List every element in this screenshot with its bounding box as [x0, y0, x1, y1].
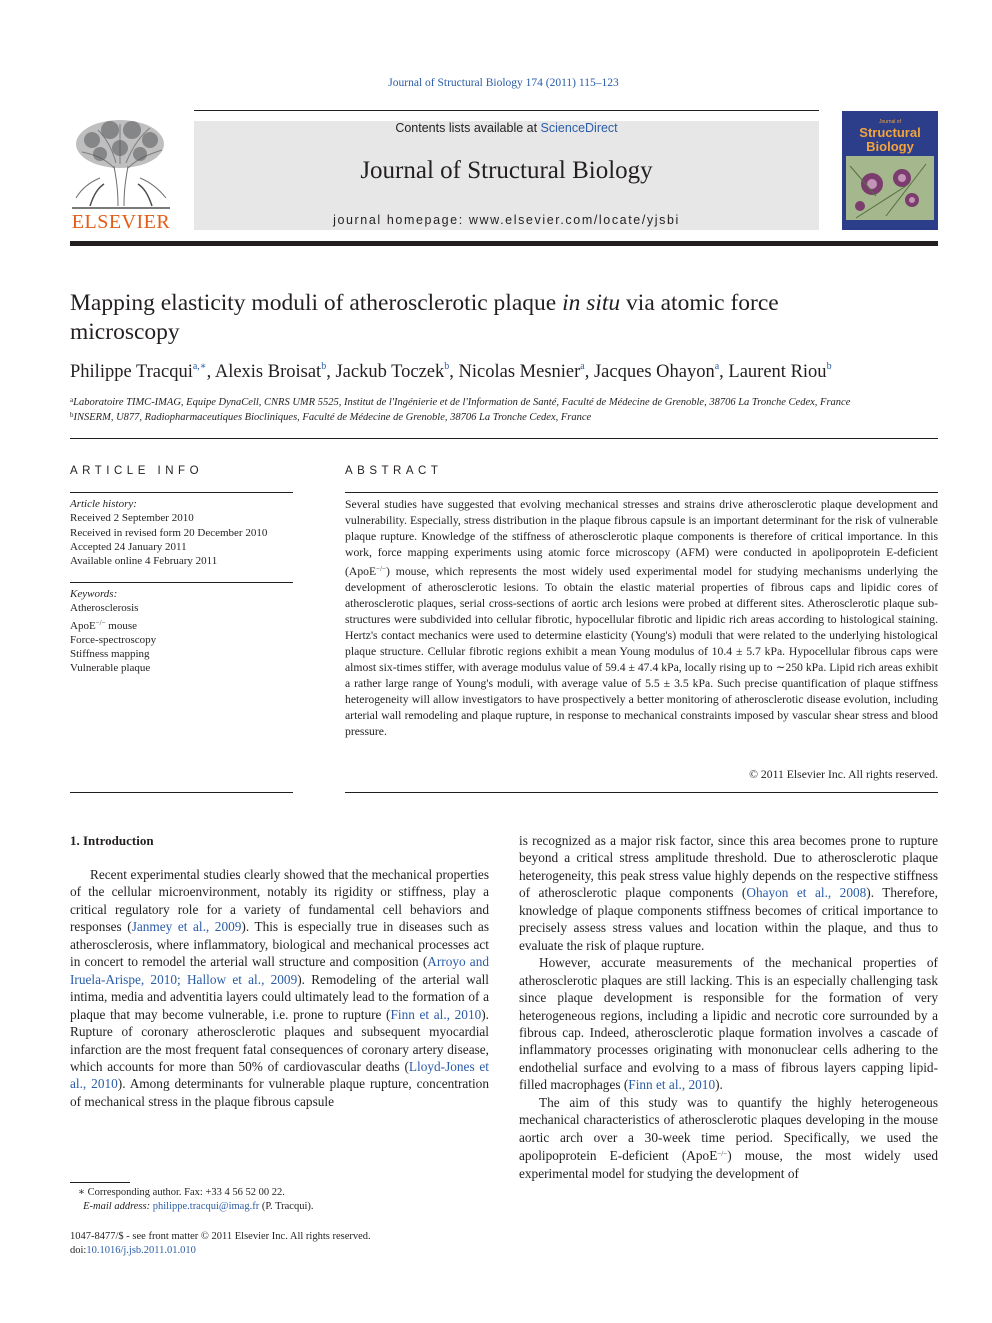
author-name[interactable]: Jackub Toczek [335, 362, 445, 382]
abstract-text-part: ) mouse, which represents the most widely used experimental model for studying mechanisms underlying the development of atherosclerotic lesions. To obtain the elastic material properties of fibrous caps and lipidic cores of atherosclerotic plaques, serial cross-sections of aortic arch lesions were probed at different sites. Atherosclerotic plaque sub-structures were subdivided into cellular fibrotic, hypocellular fibrotic and lipidic rich areas according to histological staining. Hertz's contact mechanics were used to determine elasticity (Young's) moduli that were related to the underlying histological plaque structure. Cellular fibrotic regions exhibit a mean Young modulus of 10.4 ± 5.7 kPa. Hypocellular fibrous caps were almost six-times stiffer, with average modulus value of 59.4 ± 47.4 kPa, locally rising up to ∼250 kPa. Lipid rich areas exhibit a rather large range of Young's moduli, with average value of 5.5 ± 3.5 kPa. Such precise quantification of plaque stiffness heterogeneity will allow investigators to have prospectively a better monitoring of atherosclerotic disease evolution, including arterial wall remodeling and plaque rupture, in response to mechanical constraints imposed by vascular shear stress and blood pressure. [345, 565, 938, 738]
sciencedirect-link[interactable]: ScienceDirect [540, 121, 618, 135]
header-rule-bottom [70, 241, 938, 246]
abstract-caption: ABSTRACT [345, 465, 443, 477]
author-name[interactable]: Laurent Riou [728, 362, 827, 382]
homepage-url-link[interactable]: www.elsevier.com/locate/yjsbi [468, 213, 680, 227]
header-rule-top [194, 110, 819, 111]
doi-label: doi: [70, 1245, 87, 1256]
keyword-item: Vulnerable plaque [70, 662, 151, 675]
body-column-right [519, 832, 938, 1182]
author-affiliation-mark[interactable]: a [580, 361, 585, 372]
author-affiliation-mark[interactable]: b [444, 361, 450, 372]
author-name[interactable]: Alexis Broisat [214, 362, 322, 382]
footnote-text: Corresponding author. Fax: +33 4 56 52 00 22. [85, 1187, 285, 1198]
reference-link[interactable]: Janmey et al., 2009 [131, 919, 242, 935]
abstract-text-part: Several studies have suggested that evolving mechanical stresses and strains drive atherosclerotic plaque development and vulnerability. Especially, stress distribution in the plaque fibrous capsule is an important determinant for the risk of vulnerable plaque rupture. Knowledge of the stiffness of atherosclerotic plaque components is therefore of critical importance. In this work, force mapping experiments using atomic force microscopy (AFM) were conducted in apolipoprotein E-deficient (ApoE [345, 498, 938, 578]
abstract-text [345, 497, 938, 740]
elsevier-wordmark: ELSEVIER [71, 211, 171, 233]
homepage-prefix: journal homepage: [333, 213, 469, 227]
article-info-rule [70, 492, 293, 493]
affiliation-a-mark: a [70, 396, 74, 404]
affiliation-b-mark: b [70, 411, 74, 419]
body-text: ). This is especially true in diseases such as atherosclerosis, where inflammatory, biological and mechanical processes act in concert to remodel the arterial wall structure and composition ( [70, 919, 489, 970]
abstract-superscript: −/− [376, 565, 387, 573]
reference-link[interactable]: Lloyd-Jones et al., 2010 [70, 1058, 489, 1092]
article-info-caption: ARTICLE INFO [70, 465, 204, 477]
author-affiliation-mark[interactable]: a [714, 361, 720, 372]
email-link[interactable]: philippe.tracqui@imag.fr [152, 1201, 260, 1212]
keyword-base: ApoE [70, 619, 96, 632]
article-info-rule [70, 582, 293, 583]
reference-link[interactable]: Finn et al., 2010 [628, 1077, 716, 1093]
title-part2: via atomic force microscopy [70, 290, 779, 345]
reference-link[interactable]: Ohayon et al., 2008 [746, 885, 867, 901]
abstract-copyright: © 2011 Elsevier Inc. All rights reserved. [749, 768, 938, 781]
doi-line [70, 1245, 490, 1256]
email-label: E-mail address: [83, 1201, 151, 1212]
corresponding-author-footnote [70, 1186, 490, 1198]
reference-link[interactable]: Finn et al., 2010 [390, 1006, 482, 1022]
article-info-rule [70, 792, 293, 793]
title-italic: in situ [562, 290, 621, 316]
email-footnote [70, 1201, 490, 1212]
history-item: Received in revised form 20 December 2010 [70, 526, 268, 539]
body-text: ). Among determinants for vulnerable plaque rupture, concentration of mechanical stress in the plaque fibrous capsule [70, 1076, 489, 1109]
body-text: The aim of this study was to quantify the highly heterogeneous mechanical characteristics of atherosclerotic plaques developing in the mouse aortic arch over a 30-week time period. Specifically, we used the apolipoprotein E-deficient (ApoE [519, 1094, 938, 1164]
body-paragraph [519, 832, 938, 954]
body-paragraph [70, 866, 489, 1110]
affiliation-a-text: Laboratoire TIMC-IMAG, Equipe DynaCell, CNRS UMR 5525, Institut de l'Ingénierie et de l'Information de Santé, Faculté de Médecine de Grenoble, 38706 La Tronche Cedex, France [73, 397, 851, 408]
journal-title: Journal of Structural Biology [360, 157, 653, 184]
email-suffix: (P. Tracqui). [259, 1201, 314, 1212]
section-heading-introduction: 1. Introduction [70, 833, 154, 848]
keyword-item: Atherosclerosis [70, 602, 139, 615]
cover-small-title: Journal of [879, 119, 901, 125]
author-name[interactable]: Jacques Ohayon [593, 362, 715, 382]
affiliation-b-text: INSERM, U877, Radiopharmaceutiques Biocliniques, Faculté de Médecine de Grenoble, 38706 La Tronche Cedex, France [73, 412, 592, 423]
body-text: ). Rupture of coronary atherosclerotic plaques and subsequent myocardial infarction are the most frequent fatal consequences of coronary artery disease, which accounts for more than 50% of cardiovascular deaths ( [70, 1006, 490, 1074]
body-text: Recent experimental studies clearly showed that the mechanical properties of the cellular microenvironment, notably its rigidity or stiffness, play a critical regulatory role for a variety of fundamental cell behaviors and responses ( [70, 867, 489, 935]
body-text: ). Remodeling of the arterial wall intima, media and adventitia layers could ultimately lead to the formation of a plaque that may become vulnerable, i.e. prone to rupture ( [70, 971, 489, 1022]
author-separator: , [449, 362, 459, 382]
body-text: ). [715, 1077, 723, 1093]
footnote-rule [70, 1182, 130, 1183]
body-column-left [70, 866, 489, 1110]
body-text: is recognized as a major risk factor, since this area becomes prone to rupture beyond a critical stress amplitude threshold. Due to atherosclerotic plaque heterogeneity, this peak stress value highly depends on the respective stiffness of atherosclerotic plaque components ( [519, 833, 938, 901]
abstract-rule [345, 792, 938, 793]
cover-title-line2: Biology [866, 139, 914, 154]
author-list [70, 361, 940, 383]
affiliation-b [70, 411, 940, 423]
contents-prefix: Contents lists available at [395, 121, 541, 135]
journal-citation-link[interactable]: Journal of Structural Biology 174 (2011) 115–123 [388, 77, 619, 89]
reference-link[interactable]: Arroyo and Iruela-Arispe, 2010; Hallow et al., 2009 [70, 954, 489, 987]
history-item: Available online 4 February 2011 [70, 555, 218, 568]
journal-homepage [194, 213, 819, 227]
article-history [70, 497, 293, 568]
title-block-rule [70, 438, 938, 439]
body-paragraph [519, 1094, 938, 1182]
contents-availability [194, 121, 819, 135]
doi-link[interactable]: 10.1016/j.jsb.2011.01.010 [86, 1245, 196, 1256]
author-affiliation-mark[interactable]: b [321, 361, 327, 372]
history-item: Received 2 September 2010 [70, 512, 194, 525]
author-affiliation-mark[interactable]: b [826, 361, 832, 372]
keyword-item [70, 616, 293, 633]
author-affiliation-mark[interactable]: a,∗ [192, 361, 207, 372]
journal-cover-thumbnail[interactable] [842, 111, 938, 230]
author-separator: , [206, 362, 215, 382]
abstract-rule [345, 492, 938, 493]
elsevier-logo [70, 118, 172, 234]
body-text: ) mouse, the most widely used experimental model for studying the development of [519, 1148, 938, 1181]
keyword-item: Force-spectroscopy [70, 633, 157, 646]
cover-title-line1: Structural [859, 125, 921, 140]
title-part1: Mapping elasticity moduli of atherosclerotic plaque [70, 290, 563, 316]
body-superscript: −/− [717, 1150, 728, 1159]
keyword-rest: mouse [105, 619, 137, 632]
history-item: Accepted 24 January 2011 [70, 540, 187, 553]
keyword-superscript: −/− [95, 618, 106, 627]
author-name[interactable]: Nicolas Mesnier [458, 362, 581, 382]
article-title [70, 289, 870, 347]
author-separator: , [584, 362, 594, 382]
cover-artwork-icon [846, 156, 934, 220]
body-text: However, accurate measurements of the mechanical properties of atherosclerotic plaques are still lacking. This is an especially challenging task since plaque development is responsible for the formation of very heterogeneous regions, including a lipidic and necrotic core surrounded by a fibrous cap. Indeed, atherosclerotic plaque formation involves a cascade of inflammatory processes originating with mononuclear cells adhering to the endothelial surface and evolving to a mass of fibrous layers capping lipid-filled macrophages ( [519, 955, 938, 1093]
body-paragraph [519, 954, 938, 1094]
cover-title [842, 126, 938, 154]
author-separator: , [719, 362, 729, 382]
body-text: ). Therefore, knowledge of plaque components stiffness becomes of critical importance to precisely assess stress values and location within the plaque, and thus to evaluate the risk of plaque rupture. [519, 885, 938, 953]
keywords [70, 587, 293, 676]
footnote-mark: ∗ [77, 1187, 86, 1198]
elsevier-tree-icon [70, 118, 172, 210]
author-separator: , [326, 362, 336, 382]
author-name[interactable]: Philippe Tracqui [70, 362, 193, 382]
affiliation-a [70, 396, 940, 408]
issn-line: 1047-8477/$ - see front matter © 2011 Elsevier Inc. All rights reserved. [70, 1231, 371, 1242]
keyword-item: Stiffness mapping [70, 648, 150, 661]
keywords-label: Keywords: [70, 588, 118, 600]
article-history-label: Article history: [70, 498, 137, 510]
